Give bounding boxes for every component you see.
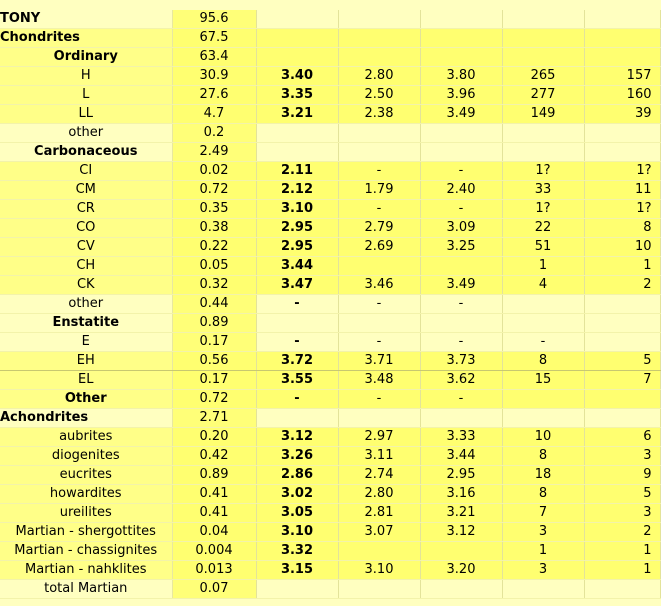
value-cell[interactable]: 149 — [502, 105, 584, 124]
table-row — [0, 561, 660, 580]
value-cell[interactable]: 0.32 — [172, 276, 256, 295]
value-cell[interactable]: 0.38 — [172, 219, 256, 238]
row-label-cell[interactable] — [0, 352, 172, 371]
row-label: howardites — [49, 486, 122, 501]
value-cell[interactable] — [584, 29, 660, 48]
row-label-cell[interactable] — [0, 485, 172, 504]
value-cell[interactable]: 22 — [502, 219, 584, 238]
value-cell[interactable]: 0.35 — [172, 200, 256, 219]
row-label: total Martian — [44, 581, 128, 596]
row-label-cell[interactable] — [0, 143, 172, 162]
value-cell[interactable]: 3.21 — [256, 105, 338, 124]
value-cell[interactable]: 3.10 — [338, 561, 420, 580]
value-cell[interactable]: - — [420, 333, 502, 352]
value-cell[interactable]: 3.35 — [256, 86, 338, 105]
value-cell[interactable]: 11 — [584, 181, 660, 200]
table-row — [0, 352, 660, 371]
value-cell[interactable]: 2.49 — [172, 143, 256, 162]
value-cell[interactable]: 3.32 — [256, 542, 338, 561]
value-cell[interactable]: 1 — [584, 542, 660, 561]
table-row — [0, 447, 660, 466]
value-cell[interactable] — [584, 48, 660, 67]
value-cell[interactable]: 1? — [502, 162, 584, 181]
row-label-cell[interactable] — [0, 124, 172, 143]
row-label: CO — [76, 220, 96, 235]
row-label: E — [81, 334, 90, 349]
row-label-cell[interactable] — [0, 219, 172, 238]
value-cell[interactable] — [256, 29, 338, 48]
row-label: L — [82, 87, 90, 102]
value-cell[interactable]: - — [502, 333, 584, 352]
value-cell[interactable]: 3.20 — [420, 561, 502, 580]
value-cell[interactable]: 2.69 — [338, 238, 420, 257]
value-cell[interactable]: - — [420, 295, 502, 314]
table-row — [0, 200, 660, 219]
value-cell[interactable]: 0.004 — [172, 542, 256, 561]
row-label: EL — [78, 372, 94, 387]
value-cell[interactable]: 10 — [502, 428, 584, 447]
row-label-cell[interactable] — [0, 200, 172, 219]
value-cell[interactable] — [420, 580, 502, 599]
value-cell[interactable]: 2.79 — [338, 219, 420, 238]
value-cell[interactable] — [584, 409, 660, 428]
value-cell[interactable]: 67.5 — [172, 29, 256, 48]
row-label: Martian - chassignites — [14, 543, 158, 558]
value-cell[interactable]: 3.55 — [256, 371, 338, 390]
value-cell[interactable] — [256, 124, 338, 143]
value-cell[interactable]: 277 — [502, 86, 584, 105]
table-row — [0, 542, 660, 561]
value-cell[interactable] — [584, 10, 660, 29]
row-label: diogenites — [51, 448, 120, 463]
table-row — [0, 10, 660, 29]
table-row — [0, 371, 660, 390]
value-cell[interactable] — [502, 29, 584, 48]
value-cell[interactable] — [502, 580, 584, 599]
value-cell[interactable]: 3.46 — [338, 276, 420, 295]
row-label-cell[interactable] — [0, 162, 172, 181]
value-cell[interactable]: 1 — [584, 257, 660, 276]
table-row — [0, 295, 660, 314]
row-label-cell[interactable] — [0, 295, 172, 314]
value-cell[interactable]: 2.95 — [420, 466, 502, 485]
value-cell[interactable]: 63.4 — [172, 48, 256, 67]
value-cell[interactable]: 2.95 — [256, 238, 338, 257]
value-cell[interactable]: 0.41 — [172, 504, 256, 523]
value-cell[interactable]: 0.20 — [172, 428, 256, 447]
value-cell[interactable]: 0.42 — [172, 447, 256, 466]
value-cell[interactable] — [584, 390, 660, 409]
table-row — [0, 504, 660, 523]
value-cell[interactable] — [502, 10, 584, 29]
value-cell[interactable] — [420, 409, 502, 428]
value-cell[interactable]: 8 — [502, 352, 584, 371]
value-cell[interactable]: 7 — [502, 504, 584, 523]
row-label-cell[interactable] — [0, 447, 172, 466]
meteorite-density-table — [0, 10, 661, 599]
value-cell[interactable]: 265 — [502, 67, 584, 86]
value-cell[interactable] — [584, 314, 660, 333]
value-cell[interactable]: 0.72 — [172, 390, 256, 409]
table-row — [0, 238, 660, 257]
value-cell[interactable] — [420, 143, 502, 162]
value-cell[interactable]: 2 — [584, 523, 660, 542]
value-cell[interactable]: 3.21 — [420, 504, 502, 523]
table-row — [0, 105, 660, 124]
row-label-cell[interactable] — [0, 314, 172, 333]
value-cell[interactable]: 3.62 — [420, 371, 502, 390]
value-cell[interactable]: 2.11 — [256, 162, 338, 181]
row-label: CM — [75, 182, 96, 197]
value-cell[interactable]: - — [256, 295, 338, 314]
table-row — [0, 333, 660, 352]
value-cell[interactable] — [338, 29, 420, 48]
value-cell[interactable]: 157 — [584, 67, 660, 86]
row-label-cell[interactable] — [0, 276, 172, 295]
value-cell[interactable] — [420, 29, 502, 48]
value-cell[interactable]: 6 — [584, 428, 660, 447]
value-cell[interactable]: 27.6 — [172, 86, 256, 105]
value-cell[interactable]: 3 — [584, 504, 660, 523]
value-cell[interactable]: 2.80 — [338, 485, 420, 504]
value-cell[interactable]: 3.44 — [420, 447, 502, 466]
value-cell[interactable]: - — [256, 390, 338, 409]
value-cell[interactable] — [502, 124, 584, 143]
table-row — [0, 428, 660, 447]
value-cell[interactable]: 1 — [502, 542, 584, 561]
row-label: Achondrites — [0, 410, 89, 425]
value-cell[interactable]: 3.73 — [420, 352, 502, 371]
value-cell[interactable]: - — [338, 333, 420, 352]
value-cell[interactable]: 1 — [502, 257, 584, 276]
value-cell[interactable]: 3.49 — [420, 105, 502, 124]
value-cell[interactable]: 18 — [502, 466, 584, 485]
row-label: CV — [76, 239, 95, 254]
value-cell[interactable]: 5 — [584, 485, 660, 504]
row-label: Martian - shergottites — [15, 524, 156, 539]
row-label: LL — [78, 106, 93, 121]
table-row — [0, 580, 660, 599]
value-cell[interactable]: 0.44 — [172, 295, 256, 314]
value-cell[interactable]: 15 — [502, 371, 584, 390]
value-cell[interactable]: 0.41 — [172, 485, 256, 504]
row-label-cell[interactable] — [0, 428, 172, 447]
value-cell[interactable] — [420, 542, 502, 561]
value-cell[interactable]: - — [420, 162, 502, 181]
value-cell[interactable]: 2.71 — [172, 409, 256, 428]
row-label: aubrites — [59, 429, 113, 444]
value-cell[interactable]: 95.6 — [172, 10, 256, 29]
value-cell[interactable] — [420, 10, 502, 29]
value-cell[interactable] — [584, 333, 660, 352]
value-cell[interactable]: - — [256, 333, 338, 352]
row-label-cell[interactable] — [0, 29, 172, 48]
value-cell[interactable]: 3.16 — [420, 485, 502, 504]
value-cell[interactable]: 0.89 — [172, 466, 256, 485]
value-cell[interactable] — [584, 143, 660, 162]
value-cell[interactable]: - — [338, 390, 420, 409]
row-label: Ordinary — [53, 49, 118, 64]
value-cell[interactable]: 1? — [584, 162, 660, 181]
value-cell[interactable]: 2.74 — [338, 466, 420, 485]
row-label-cell[interactable] — [0, 67, 172, 86]
value-cell[interactable]: 0.05 — [172, 257, 256, 276]
value-cell[interactable] — [338, 143, 420, 162]
value-cell[interactable]: 3.12 — [420, 523, 502, 542]
row-label-cell[interactable] — [0, 181, 172, 200]
table-row — [0, 485, 660, 504]
value-cell[interactable] — [338, 580, 420, 599]
value-cell[interactable]: 3.72 — [256, 352, 338, 371]
value-cell[interactable] — [338, 124, 420, 143]
value-cell[interactable]: 2.50 — [338, 86, 420, 105]
value-cell[interactable]: 0.56 — [172, 352, 256, 371]
row-label: CH — [76, 258, 96, 273]
value-cell[interactable]: 5 — [584, 352, 660, 371]
value-cell[interactable] — [338, 10, 420, 29]
value-cell[interactable]: 3.12 — [256, 428, 338, 447]
row-label-cell[interactable] — [0, 523, 172, 542]
row-label-cell[interactable] — [0, 10, 172, 29]
value-cell[interactable]: 1.79 — [338, 181, 420, 200]
row-label: CR — [76, 201, 95, 216]
row-label-cell[interactable] — [0, 409, 172, 428]
value-cell[interactable] — [502, 48, 584, 67]
value-cell[interactable]: 3.10 — [256, 523, 338, 542]
value-cell[interactable]: 0.89 — [172, 314, 256, 333]
value-cell[interactable]: 2.81 — [338, 504, 420, 523]
value-cell[interactable]: 0.07 — [172, 580, 256, 599]
value-cell[interactable]: 33 — [502, 181, 584, 200]
row-label-cell[interactable] — [0, 333, 172, 352]
value-cell[interactable]: 160 — [584, 86, 660, 105]
value-cell[interactable] — [256, 580, 338, 599]
value-cell[interactable]: 3.05 — [256, 504, 338, 523]
value-cell[interactable]: - — [338, 295, 420, 314]
table-row — [0, 390, 660, 409]
table-row — [0, 466, 660, 485]
value-cell[interactable]: 3.26 — [256, 447, 338, 466]
value-cell[interactable]: 51 — [502, 238, 584, 257]
value-cell[interactable]: 1? — [584, 200, 660, 219]
value-cell[interactable] — [502, 409, 584, 428]
value-cell[interactable] — [502, 390, 584, 409]
row-label-cell[interactable] — [0, 257, 172, 276]
value-cell[interactable]: 0.22 — [172, 238, 256, 257]
table-row — [0, 124, 660, 143]
table-row — [0, 86, 660, 105]
value-cell[interactable]: - — [420, 390, 502, 409]
value-cell[interactable]: 2.86 — [256, 466, 338, 485]
value-cell[interactable]: 3.44 — [256, 257, 338, 276]
value-cell[interactable]: 3.80 — [420, 67, 502, 86]
row-label-cell[interactable] — [0, 390, 172, 409]
row-label: Martian - nahklites — [25, 562, 147, 577]
value-cell[interactable] — [420, 257, 502, 276]
row-label-cell[interactable] — [0, 238, 172, 257]
row-label-cell[interactable] — [0, 105, 172, 124]
value-cell[interactable]: 3.25 — [420, 238, 502, 257]
value-cell[interactable] — [584, 295, 660, 314]
row-label-cell[interactable] — [0, 504, 172, 523]
value-cell[interactable]: 2.80 — [338, 67, 420, 86]
value-cell[interactable]: 0.17 — [172, 371, 256, 390]
value-cell[interactable]: 3.47 — [256, 276, 338, 295]
value-cell[interactable] — [256, 314, 338, 333]
row-label-cell[interactable] — [0, 86, 172, 105]
value-cell[interactable]: 39 — [584, 105, 660, 124]
table-row — [0, 162, 660, 181]
row-label: Carbonaceous — [34, 144, 138, 159]
row-label: CK — [76, 277, 95, 292]
table-row — [0, 48, 660, 67]
row-label: Other — [64, 391, 107, 406]
value-cell[interactable]: 2.95 — [256, 219, 338, 238]
table-row — [0, 67, 660, 86]
value-cell[interactable]: 0.17 — [172, 333, 256, 352]
value-cell[interactable] — [420, 124, 502, 143]
value-cell[interactable]: 2 — [584, 276, 660, 295]
row-label-cell[interactable] — [0, 561, 172, 580]
value-cell[interactable] — [338, 48, 420, 67]
row-label: eucrites — [59, 467, 112, 482]
value-cell[interactable] — [502, 295, 584, 314]
value-cell[interactable]: 3.49 — [420, 276, 502, 295]
value-cell[interactable] — [256, 409, 338, 428]
value-cell[interactable] — [502, 143, 584, 162]
row-label: H — [80, 68, 91, 83]
value-cell[interactable] — [256, 10, 338, 29]
value-cell[interactable]: 9 — [584, 466, 660, 485]
value-cell[interactable]: 4.7 — [172, 105, 256, 124]
row-label-cell[interactable] — [0, 466, 172, 485]
value-cell[interactable] — [256, 143, 338, 162]
value-cell[interactable]: 3 — [502, 561, 584, 580]
value-cell[interactable]: 3 — [584, 447, 660, 466]
value-cell[interactable]: 2.40 — [420, 181, 502, 200]
value-cell[interactable]: 30.9 — [172, 67, 256, 86]
value-cell[interactable]: 3.40 — [256, 67, 338, 86]
value-cell[interactable] — [584, 124, 660, 143]
value-cell[interactable] — [502, 314, 584, 333]
row-label-cell[interactable] — [0, 580, 172, 599]
value-cell[interactable]: 4 — [502, 276, 584, 295]
value-cell[interactable]: 1 — [584, 561, 660, 580]
value-cell[interactable]: 3 — [502, 523, 584, 542]
table-row — [0, 143, 660, 162]
value-cell[interactable]: 2.12 — [256, 181, 338, 200]
value-cell[interactable]: 8 — [502, 485, 584, 504]
row-label: TONY — [0, 11, 41, 26]
row-label: EH — [76, 353, 95, 368]
value-cell[interactable]: 3.11 — [338, 447, 420, 466]
value-cell[interactable]: 8 — [502, 447, 584, 466]
value-cell[interactable]: - — [420, 200, 502, 219]
value-cell[interactable] — [420, 48, 502, 67]
value-cell[interactable]: - — [338, 162, 420, 181]
value-cell[interactable]: 3.09 — [420, 219, 502, 238]
value-cell[interactable]: 0.02 — [172, 162, 256, 181]
row-label-cell[interactable] — [0, 48, 172, 67]
table-row — [0, 314, 660, 333]
value-cell[interactable]: 3.07 — [338, 523, 420, 542]
table-row — [0, 181, 660, 200]
value-cell[interactable] — [338, 409, 420, 428]
value-cell[interactable]: 3.10 — [256, 200, 338, 219]
value-cell[interactable] — [256, 48, 338, 67]
value-cell[interactable]: 0.72 — [172, 181, 256, 200]
table-row — [0, 276, 660, 295]
table-row — [0, 29, 660, 48]
value-cell[interactable] — [420, 314, 502, 333]
row-label: other — [68, 296, 104, 311]
value-cell[interactable]: 3.71 — [338, 352, 420, 371]
row-label: CI — [79, 163, 93, 178]
value-cell[interactable]: 0.04 — [172, 523, 256, 542]
value-cell[interactable] — [584, 580, 660, 599]
value-cell[interactable]: 3.96 — [420, 86, 502, 105]
value-cell[interactable]: 0.2 — [172, 124, 256, 143]
value-cell[interactable]: 8 — [584, 219, 660, 238]
table-row — [0, 409, 660, 428]
value-cell[interactable]: 3.15 — [256, 561, 338, 580]
table-row — [0, 257, 660, 276]
value-cell[interactable]: 10 — [584, 238, 660, 257]
value-cell[interactable]: 2.38 — [338, 105, 420, 124]
value-cell[interactable] — [338, 314, 420, 333]
row-label: Chondrites — [0, 30, 80, 45]
table-row — [0, 219, 660, 238]
value-cell[interactable] — [338, 257, 420, 276]
value-cell[interactable]: 3.48 — [338, 371, 420, 390]
value-cell[interactable]: 2.97 — [338, 428, 420, 447]
value-cell[interactable]: - — [338, 200, 420, 219]
value-cell[interactable]: 1? — [502, 200, 584, 219]
row-label: ureilites — [59, 505, 112, 520]
row-label-cell[interactable] — [0, 371, 172, 390]
value-cell[interactable]: 7 — [584, 371, 660, 390]
row-label-cell[interactable] — [0, 542, 172, 561]
value-cell[interactable]: 0.013 — [172, 561, 256, 580]
row-label: Enstatite — [52, 315, 120, 330]
table-row — [0, 523, 660, 542]
value-cell[interactable] — [338, 542, 420, 561]
value-cell[interactable]: 3.02 — [256, 485, 338, 504]
row-label: other — [68, 125, 104, 140]
value-cell[interactable]: 3.33 — [420, 428, 502, 447]
